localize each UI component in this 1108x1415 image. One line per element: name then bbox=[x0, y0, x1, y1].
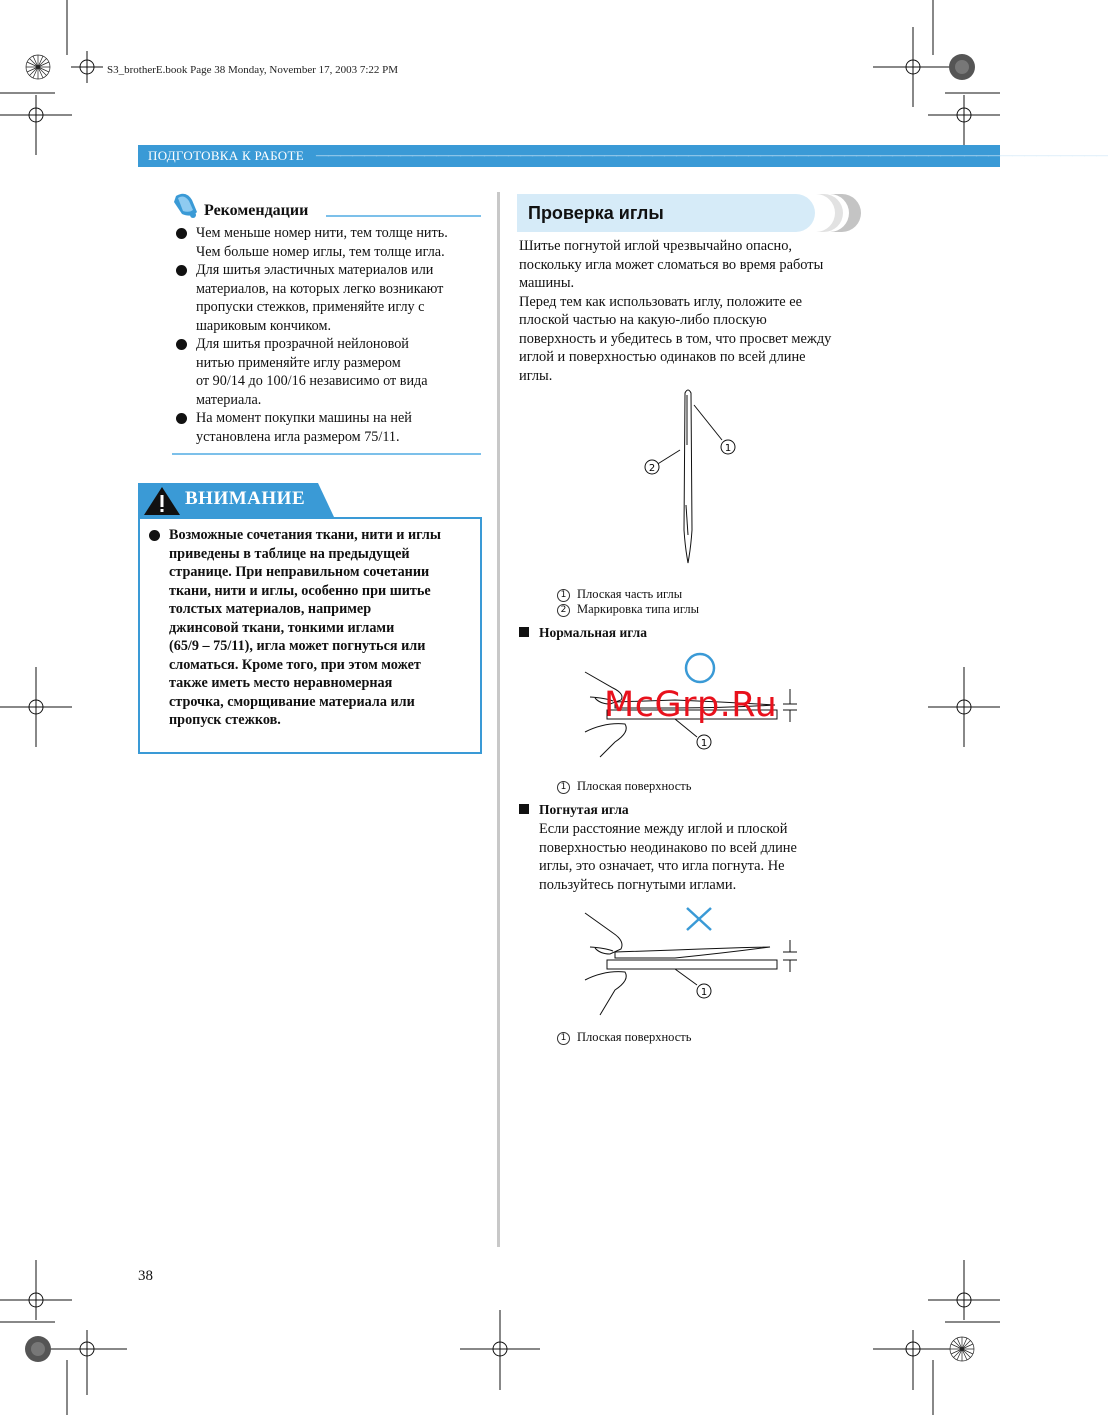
list-item: Для шитья эластичных материалов или материалов, на которых легко возникают пропуски стежков, применяйте иглу с шариковым кончиком. bbox=[174, 261, 484, 335]
column-divider bbox=[497, 192, 500, 1247]
warning-list bbox=[147, 526, 477, 730]
bullet-icon bbox=[176, 339, 187, 350]
intro-paragraph: Шитье погнутой иглой чрезвычайно опасно, поскольку игла может сломаться во время работы машины. Перед тем как использовать иглу, положите ее плоской частью на какую-либо плоскую поверхность и убедитесь в том, что просвет между иглой и поверхностью одинаков по всей длине иглы. bbox=[519, 238, 832, 384]
bent-needle-heading: Погнутая игла bbox=[519, 802, 629, 818]
normal-caption: 1 Плоская поверхность bbox=[557, 778, 691, 794]
section-header-rule: —————————————————————————————————————————————————————————————————— bbox=[316, 147, 1108, 162]
bullet-icon bbox=[176, 228, 187, 239]
needle-caption-2: 2 Маркировка типа иглы bbox=[557, 601, 699, 617]
list-item: Для шитья прозрачной нейлоновой нитью применяйте иглу размером от 90/14 до 100/16 независимо от вида материала. bbox=[174, 335, 484, 409]
bell-icon bbox=[170, 192, 200, 222]
bent-needle-illustration bbox=[585, 905, 815, 1020]
needle-callout-1: 1 bbox=[724, 443, 732, 454]
section-title: Проверка иглы bbox=[528, 203, 664, 223]
bent-caption: 1 Плоская поверхность bbox=[557, 1029, 691, 1045]
page-number: 38 bbox=[138, 1268, 153, 1284]
watermark: McGrp.Ru bbox=[604, 685, 778, 725]
list-item: На момент покупки машины на ней установлена игла размером 75/11. bbox=[174, 409, 484, 446]
square-bullet-icon bbox=[519, 627, 529, 637]
correct-circle-icon bbox=[686, 654, 714, 682]
normal-callout-1: 1 bbox=[700, 738, 708, 749]
warning-title: ВНИМАНИЕ bbox=[185, 488, 306, 509]
bent-callout-1: 1 bbox=[700, 987, 708, 998]
list-item: Чем меньше номер нити, тем толще нить. Чем больше номер иглы, тем толще игла. bbox=[174, 224, 484, 261]
list-item: Возможные сочетания ткани, нити и иглы приведены в таблице на предыдущей странице. При неправильном сочетании ткани, нити и иглы, особенно при шитье толстых материалов, например джинсовой ткани, тонкими иглами (65/9 – 75/11), игла может погнуться или сломаться. Кроме того, при этом может также иметь место неравномерная строчка, сморщивание материала или пропуск стежков. bbox=[147, 526, 477, 730]
recommendations-title: Рекомендации bbox=[204, 202, 309, 219]
square-bullet-icon bbox=[519, 804, 529, 814]
incorrect-cross-icon bbox=[687, 908, 711, 930]
title-tab-decoration bbox=[810, 193, 870, 233]
bullet-icon bbox=[176, 413, 187, 424]
recommendations-bottom-rule bbox=[172, 453, 481, 455]
needle-illustration bbox=[630, 385, 750, 585]
bullet-icon bbox=[149, 530, 160, 541]
bullet-icon bbox=[176, 265, 187, 276]
bent-needle-text: Если расстояние между иглой и плоской поверхностью неодинаково по всей длине иглы, это означает, что игла погнута. Не пользуйтесь погнутыми иглами. bbox=[539, 821, 797, 893]
file-info: S3_brotherE.book Page 38 Monday, November 17, 2003 7:22 PM bbox=[107, 64, 399, 76]
normal-needle-heading: Нормальная игла bbox=[519, 625, 647, 641]
section-header-bar bbox=[138, 145, 1108, 167]
needle-caption-1: 1 Плоская часть иглы bbox=[557, 586, 682, 602]
section-label: ПОДГОТОВКА К РАБОТЕ bbox=[148, 148, 304, 163]
recommendations-list bbox=[174, 224, 484, 446]
needle-callout-2: 2 bbox=[648, 463, 656, 474]
recommendations-rule bbox=[326, 215, 481, 217]
